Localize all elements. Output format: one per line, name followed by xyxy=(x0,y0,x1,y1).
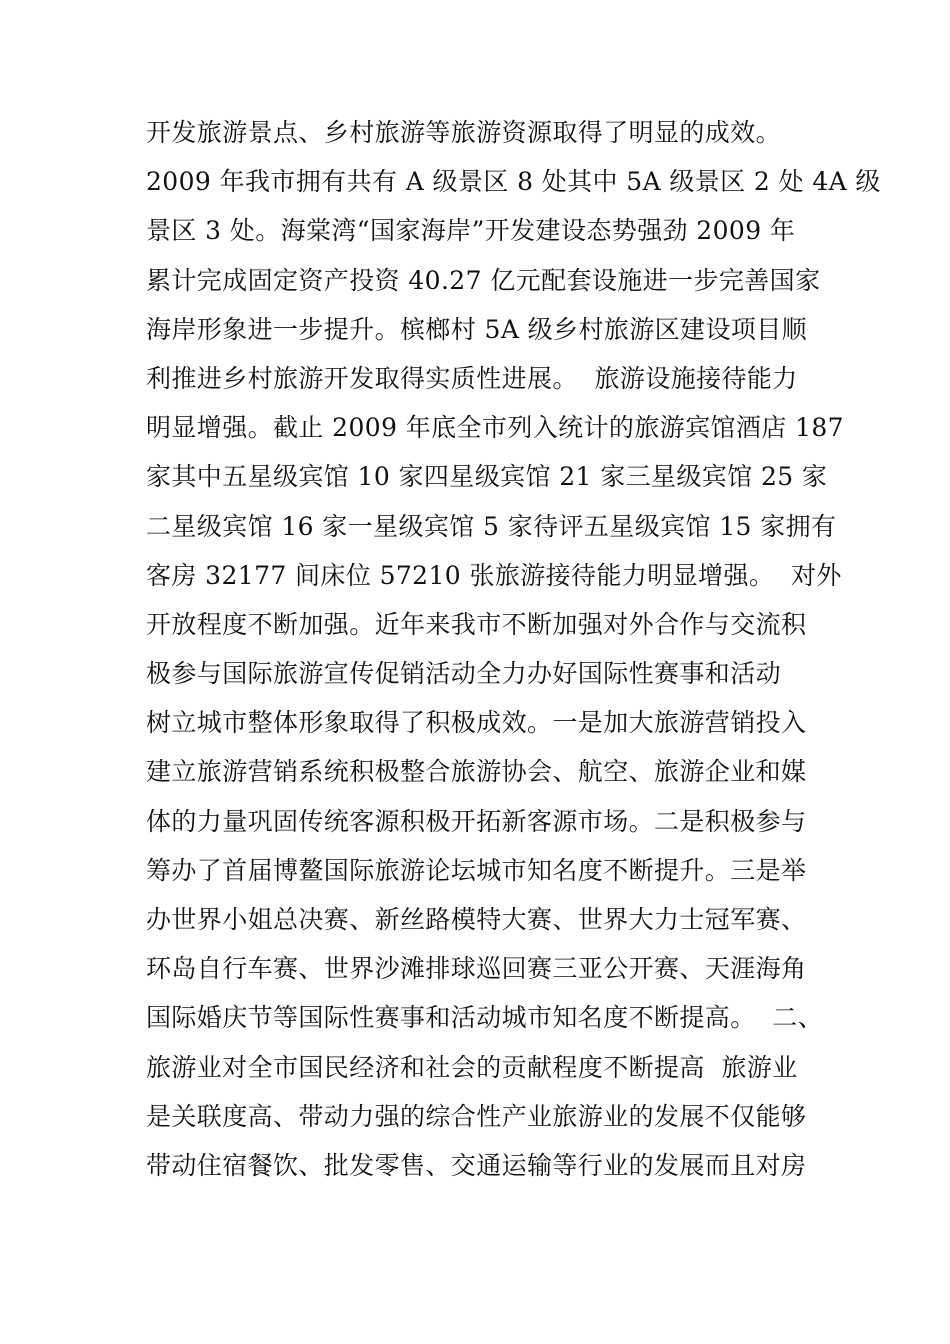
text-line: 办世界小姐总决赛、新丝路模特大赛、世界大力士冠军赛、 xyxy=(146,905,807,934)
text-line: 景区 3 处。海棠湾“国家海岸”开发建设态势强劲 2009 年 xyxy=(146,216,796,246)
text-line: 体的力量巩固传统客源积极开拓新客源市场。二是积极参与 xyxy=(146,806,807,836)
text-line: 海岸形象进一步提升。槟榔村 5A 级乡村旅游区建设项目顺 xyxy=(146,314,808,344)
text-line: 环岛自行车赛、世界沙滩排球巡回赛三亚公开赛、天涯海角 xyxy=(146,954,807,984)
text-line: 建立旅游营销系统积极整合旅游协会、航空、旅游企业和媒 xyxy=(146,757,807,787)
document-body xyxy=(146,108,881,1190)
text-line: 旅游业对全市国民经济和社会的贡献程度不断提高 旅游业 xyxy=(146,1052,798,1082)
text-line: 开放程度不断加强。近年来我市不断加强对外合作与交流积 xyxy=(146,609,807,639)
text-line: 树立城市整体形象取得了积极成效。一是加大旅游营销投入 xyxy=(146,708,807,738)
text-line: 开发旅游景点、乡村旅游等旅游资源取得了明显的成效。 xyxy=(146,118,782,147)
text-line: 筹办了首届博鳌国际旅游论坛城市知名度不断提升。三是举 xyxy=(146,855,807,885)
text-line: 国际婚庆节等国际性赛事和活动城市知名度不断提高。 二、 xyxy=(146,1003,824,1033)
text-line: 客房 32177 间床位 57210 张旅游接待能力明显增强。 对外 xyxy=(146,560,842,590)
text-line: 利推进乡村旅游开发取得实质性进展。 旅游设施接待能力 xyxy=(146,363,798,393)
text-line: 二星级宾馆 16 家一星级宾馆 5 家待评五星级宾馆 15 家拥有 xyxy=(146,511,837,541)
text-line: 带动住宿餐饮、批发零售、交通运输等行业的发展而且对房 xyxy=(146,1150,807,1180)
text-line: 累计完成固定资产投资 40.27 亿元配套设施进一步完善国家 xyxy=(146,265,821,295)
text-line: 2009 年我市拥有共有 A 级景区 8 处其中 5A 级景区 2 处 4A 级 xyxy=(146,167,881,197)
text-line: 是关联度高、带动力强的综合性产业旅游业的发展不仅能够 xyxy=(146,1101,807,1131)
text-line: 家其中五星级宾馆 10 家四星级宾馆 21 家三星级宾馆 25 家 xyxy=(146,462,828,492)
text-line: 极参与国际旅游宣传促销活动全力办好国际性赛事和活动 xyxy=(146,659,782,689)
text-line: 明显增强。截止 2009 年底全市列入统计的旅游宾馆酒店 187 xyxy=(146,413,844,443)
